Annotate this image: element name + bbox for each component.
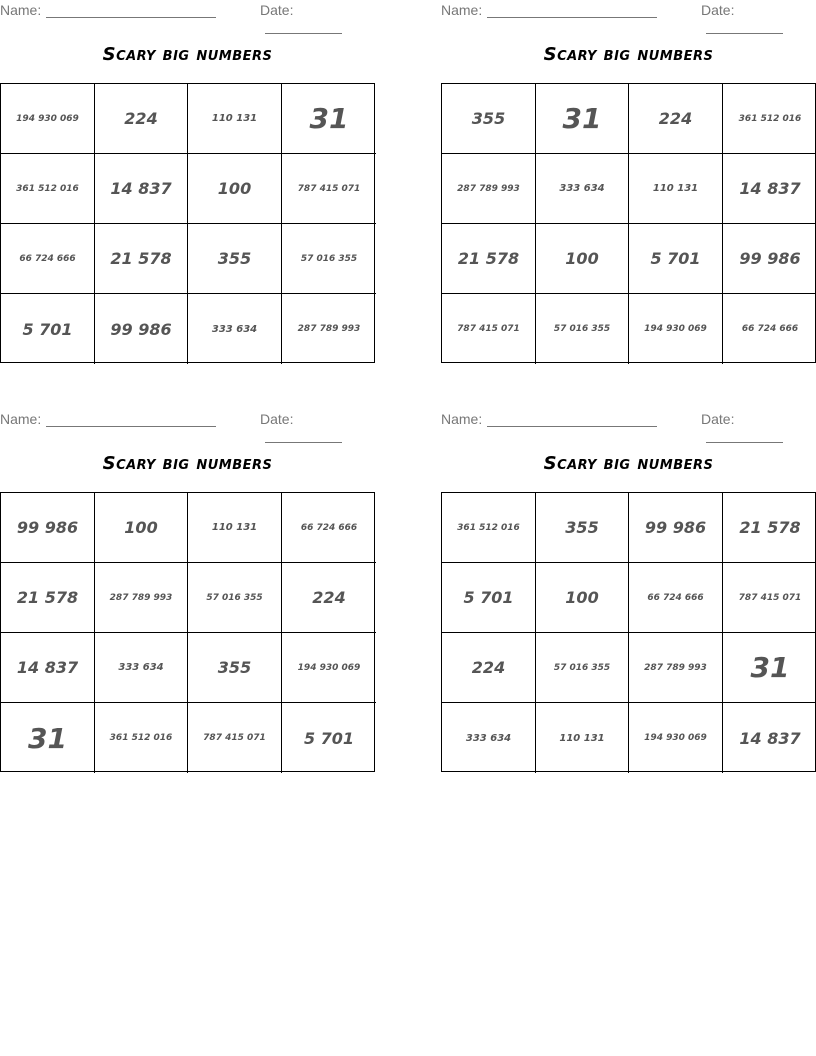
card-title: Scary big numbers — [102, 453, 273, 474]
name-line — [487, 5, 657, 18]
card-title: Scary big numbers — [543, 44, 714, 65]
card-title: Scary big numbers — [543, 453, 714, 474]
date-field[interactable] — [260, 2, 375, 34]
bingo-cell: 194 930 069 — [282, 633, 376, 703]
bingo-card — [441, 409, 816, 779]
bingo-cell: 355 — [188, 633, 282, 703]
bingo-cell: 99 986 — [629, 493, 723, 563]
date-label: Date: — [701, 411, 735, 427]
date-label: Date: — [701, 2, 735, 18]
name-line — [46, 5, 216, 18]
bingo-cell: 361 512 016 — [1, 154, 95, 224]
bingo-cell: 333 634 — [95, 633, 188, 703]
bingo-cell: 31 — [536, 84, 629, 154]
bingo-cell: 287 789 993 — [297, 324, 361, 334]
date-field[interactable] — [701, 2, 816, 34]
name-field[interactable] — [441, 411, 657, 427]
bingo-cell: 99 986 — [723, 224, 816, 294]
bingo-cell: 333 634 — [188, 294, 282, 364]
bingo-cell: 99 986 — [1, 493, 95, 563]
bingo-cell: 224 — [95, 84, 188, 154]
bingo-card — [0, 0, 375, 370]
bingo-card — [441, 0, 816, 370]
bingo-cell: 66 724 666 — [741, 324, 799, 334]
bingo-cell: 31 — [1, 703, 95, 773]
bingo-cell: 361 512 016 — [723, 84, 816, 154]
card-header — [0, 2, 375, 20]
bingo-cell: 110 131 — [629, 154, 723, 224]
bingo-cell: 787 415 071 — [442, 294, 536, 364]
bingo-cell: 110 131 — [188, 84, 282, 154]
bingo-cell: 21 578 — [442, 224, 536, 294]
bingo-cell: 99 986 — [95, 294, 188, 364]
bingo-cell: 57 016 355 — [536, 294, 629, 364]
date-line — [265, 430, 342, 443]
bingo-cell: 14 837 — [739, 728, 801, 748]
date-label: Date: — [260, 2, 294, 18]
bingo-cell: 14 837 — [723, 154, 816, 224]
bingo-cell: 66 724 666 — [629, 563, 723, 633]
bingo-cell: 57 016 355 — [188, 563, 282, 633]
name-field[interactable] — [441, 2, 657, 18]
card-header — [0, 411, 375, 429]
bingo-cell: 355 — [536, 493, 629, 563]
bingo-grid — [441, 83, 816, 363]
name-field[interactable] — [0, 2, 216, 18]
bingo-cell: 224 — [629, 84, 723, 154]
date-field[interactable] — [260, 411, 375, 443]
bingo-cell: 194 930 069 — [629, 703, 723, 773]
bingo-cell: 5 701 — [303, 728, 355, 748]
bingo-cell: 5 701 — [442, 563, 536, 633]
bingo-cell: 5 701 — [629, 224, 723, 294]
bingo-cell: 100 — [188, 154, 282, 224]
bingo-cell: 287 789 993 — [95, 563, 188, 633]
date-label: Date: — [260, 411, 294, 427]
bingo-cell: 100 — [536, 224, 629, 294]
bingo-cell: 361 512 016 — [442, 493, 536, 563]
name-line — [46, 414, 216, 427]
bingo-grid — [0, 492, 375, 772]
bingo-card — [0, 409, 375, 779]
bingo-cell: 57 016 355 — [282, 224, 376, 294]
name-label: Name: — [0, 2, 42, 18]
bingo-cell: 21 578 — [1, 563, 95, 633]
bingo-cell: 194 930 069 — [629, 294, 723, 364]
bingo-cell: 355 — [188, 224, 282, 294]
bingo-cell: 100 — [536, 563, 629, 633]
card-title: Scary big numbers — [102, 44, 273, 65]
name-label: Name: — [441, 411, 483, 427]
bingo-cell: 194 930 069 — [1, 84, 95, 154]
bingo-cell: 287 789 993 — [629, 633, 723, 703]
bingo-cell: 31 — [282, 84, 376, 154]
bingo-cell: 5 701 — [1, 294, 95, 364]
bingo-cell: 14 837 — [95, 154, 188, 224]
bingo-cell: 787 415 071 — [723, 563, 816, 633]
date-line — [265, 21, 342, 34]
bingo-grid — [0, 83, 375, 363]
bingo-cell: 110 131 — [188, 493, 282, 563]
bingo-cell: 66 724 666 — [282, 493, 376, 563]
bingo-cell: 287 789 993 — [442, 154, 536, 224]
bingo-cell: 21 578 — [95, 224, 188, 294]
bingo-cell: 100 — [95, 493, 188, 563]
bingo-cell: 14 837 — [1, 633, 95, 703]
date-line — [706, 21, 783, 34]
bingo-cell: 66 724 666 — [1, 224, 95, 294]
bingo-cell: 224 — [442, 633, 536, 703]
bingo-cell: 361 512 016 — [95, 703, 188, 773]
bingo-cell: 333 634 — [442, 703, 536, 773]
card-header — [441, 411, 816, 429]
bingo-grid — [441, 492, 816, 772]
name-line — [487, 414, 657, 427]
date-line — [706, 430, 783, 443]
bingo-cell: 787 415 071 — [188, 703, 282, 773]
bingo-cell: 57 016 355 — [536, 633, 629, 703]
bingo-cell: 21 578 — [723, 493, 816, 563]
bingo-cell: 787 415 071 — [282, 154, 376, 224]
bingo-cell: 110 131 — [536, 703, 629, 773]
bingo-cell: 355 — [442, 84, 536, 154]
bingo-cell: 31 — [723, 633, 816, 703]
name-label: Name: — [0, 411, 42, 427]
bingo-cell: 333 634 — [536, 154, 629, 224]
card-header — [441, 2, 816, 20]
name-label: Name: — [441, 2, 483, 18]
bingo-cell: 224 — [282, 563, 376, 633]
name-field[interactable] — [0, 411, 216, 427]
date-field[interactable] — [701, 411, 816, 443]
